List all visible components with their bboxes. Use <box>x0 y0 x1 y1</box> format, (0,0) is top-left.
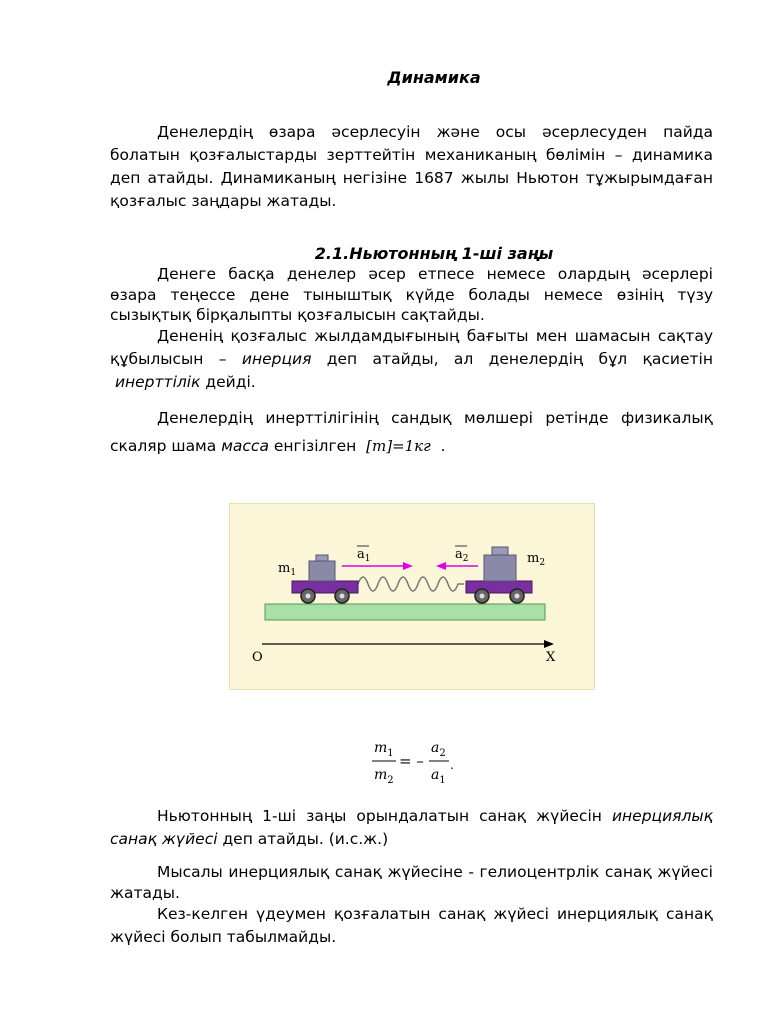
accelerating-frame-paragraph: Кез-келген үдеумен қозғалатын санақ жүйесі инерциялық санақ жүйесі болып табылмайды. <box>110 905 713 946</box>
mass-text-1: Денелердің инерттілігінің сандық мөлшері ретінде физикалық скаляр шама <box>110 409 713 455</box>
a1-arrowhead <box>403 562 413 570</box>
section-title: 2.1.Ньютонның 1-ші заңы <box>314 244 554 263</box>
a2-label: $a_2$ <box>455 547 469 564</box>
mass-period: . <box>440 437 446 455</box>
x-axis-arrowhead <box>544 640 554 648</box>
carts-figure <box>229 503 595 690</box>
spring <box>358 577 464 591</box>
inertial-frame-text-1: Ньютонның 1-ші заңы орындалатын санақ жүйесін <box>157 807 602 825</box>
origin-label: O <box>252 650 263 665</box>
formula-num-right: $a_2$ <box>431 740 446 759</box>
weight-1 <box>309 561 335 581</box>
intro-paragraph: Денелердің өзара әсерлесуін және осы әсерлесуден пайда болатын қозғалыстарды зерттейтін механиканың бөлімін – динамика деп атайды. Динамиканың негізіне 1687 жылы Ньютон тұжырымдаған қозғалыс заңдары жатады. <box>110 123 713 210</box>
carts-diagram <box>230 504 594 689</box>
cart-2-hub-left <box>480 594 485 599</box>
mass-paragraph <box>110 404 713 460</box>
inertial-frame-term: инерциялық санақ жүйесі <box>110 807 713 848</box>
formula-svg <box>368 737 458 793</box>
formula-equals: = – <box>399 752 424 770</box>
a1-label: $a_1$ <box>357 547 371 564</box>
cart-1-hub-left <box>306 594 311 599</box>
inertial-frame-paragraph <box>110 805 713 851</box>
cart-1-hub-right <box>340 594 345 599</box>
mass-ratio-formula <box>368 737 458 793</box>
inertness-term: инерттілік <box>114 373 201 391</box>
example-paragraph: Мысалы инерциялық санақ жүйесіне - гелиоцентрлік санақ жүйесі жатады. <box>110 863 713 902</box>
a2-arrowhead <box>436 562 446 570</box>
inertia-text-1: Дененің қозғалыс жылдамдығының бағыты мен шамасын сақтау құбылысын – <box>110 327 713 368</box>
inertia-paragraph <box>110 325 713 394</box>
formula-dot: . <box>450 758 454 772</box>
weight-2-knob <box>492 547 508 555</box>
formula-den-right: $a_1$ <box>431 767 446 786</box>
first-law-paragraph: Денеге басқа денелер әсер етпесе немесе олардың әсерлері өзара теңессе дене тыныштық күйде болады немесе өзінің түзу сызықтық бірқалыпты қозғалысын сақтайды. <box>110 265 713 324</box>
mass-unit: [m]=1кг <box>366 437 431 455</box>
formula-num-left: $m_1$ <box>374 740 394 759</box>
formula-den-left: $m_2$ <box>374 767 394 786</box>
axis-label: X <box>546 650 556 665</box>
inertia-text-3: дейді. <box>205 373 256 391</box>
m1-label: $m_1$ <box>278 561 297 578</box>
weight-1-knob <box>316 555 328 561</box>
mass-text-2: енгізілген <box>273 437 357 455</box>
cart-2-hub-right <box>515 594 520 599</box>
inertial-frame-text-2: деп атайды. (и.с.ж.) <box>222 830 389 848</box>
page-title: Динамика <box>387 68 481 87</box>
mass-term: масса <box>221 437 269 455</box>
inertia-text-2: деп атайды, ал денелердің бұл қасиетін <box>326 350 713 368</box>
board <box>265 604 545 620</box>
cart-1-body <box>292 581 358 593</box>
weight-2 <box>484 555 516 581</box>
m2-label: $m_2$ <box>527 551 546 568</box>
inertia-term: инерция <box>241 350 312 368</box>
